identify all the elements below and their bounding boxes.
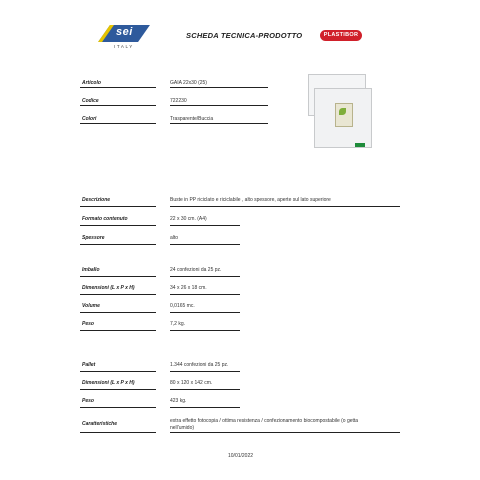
spec-row-codice bbox=[80, 98, 400, 110]
eco-tag bbox=[355, 143, 365, 147]
spec-label: Dimensioni (L x P x H) bbox=[82, 380, 135, 386]
sei-logo bbox=[102, 24, 152, 50]
row-underline-right bbox=[170, 206, 400, 207]
spec-value: 22 x 30 cm. (A4) bbox=[170, 216, 207, 222]
spec-value: Buste in PP riciclato e riciclabile , alto spessore, aperte sul lato superiore bbox=[170, 197, 331, 203]
spec-row-dimensioni-imballo bbox=[80, 285, 400, 297]
row-underline-left bbox=[80, 432, 156, 433]
row-underline-right bbox=[170, 123, 268, 124]
spec-label: Descrizione bbox=[82, 197, 111, 203]
spec-row-pallet bbox=[80, 362, 400, 374]
spec-row-peso-pallet bbox=[80, 398, 400, 410]
spec-row-peso-imballo bbox=[80, 321, 400, 333]
spec-value: 1.344 confezioni da 25 pz. bbox=[170, 362, 229, 368]
row-underline-left bbox=[80, 244, 156, 245]
page-title: SCHEDA TECNICA-PRODOTTO bbox=[186, 31, 303, 40]
row-underline-right bbox=[170, 294, 240, 295]
row-underline-left bbox=[80, 330, 156, 331]
spec-label: Colori bbox=[82, 116, 97, 122]
spec-value: 24 confezioni da 25 pz. bbox=[170, 267, 222, 273]
spec-label: Volume bbox=[82, 303, 100, 309]
spec-value: 722230 bbox=[170, 98, 187, 104]
spec-label: Codice bbox=[82, 98, 99, 104]
spec-value: 7,2 kg. bbox=[170, 321, 186, 327]
row-underline-left bbox=[80, 371, 156, 372]
row-underline-right bbox=[170, 244, 240, 245]
spec-row-dimensioni-pallet bbox=[80, 380, 400, 392]
spec-row-descrizione bbox=[80, 197, 400, 209]
row-underline-right bbox=[170, 105, 268, 106]
plastibor-logo: PLASTIBOR bbox=[320, 30, 362, 41]
row-underline-left bbox=[80, 87, 156, 88]
spec-value: 80 x 120 x 142 cm. bbox=[170, 380, 213, 386]
row-underline-left bbox=[80, 276, 156, 277]
row-underline-right bbox=[170, 312, 240, 313]
spec-row-caratteristiche bbox=[80, 418, 400, 436]
spec-label: Pallet bbox=[82, 362, 96, 368]
row-underline-right bbox=[170, 432, 400, 433]
row-underline-left bbox=[80, 294, 156, 295]
spec-label: Peso bbox=[82, 398, 94, 404]
spec-value: alto bbox=[170, 235, 179, 241]
spec-row-formato bbox=[80, 216, 400, 228]
spec-row-imballo bbox=[80, 267, 400, 279]
document-header bbox=[0, 0, 480, 60]
document-date: 10/01/2022 bbox=[228, 453, 254, 459]
spec-label: Caratteristiche bbox=[82, 421, 118, 427]
row-underline-right bbox=[170, 407, 240, 408]
spec-row-volume bbox=[80, 303, 400, 315]
row-underline-left bbox=[80, 123, 156, 124]
spec-value: 34 x 26 x 18 cm. bbox=[170, 285, 207, 291]
spec-value: GAIA 22x30 (25) bbox=[170, 80, 207, 86]
spec-label: Spessore bbox=[82, 235, 105, 241]
row-underline-right bbox=[170, 87, 268, 88]
spec-value: 423 kg. bbox=[170, 398, 187, 404]
spec-label: Dimensioni (L x P x H) bbox=[82, 285, 135, 291]
row-underline-left bbox=[80, 206, 156, 207]
row-underline-right bbox=[170, 225, 240, 226]
row-underline-left bbox=[80, 312, 156, 313]
spec-label: Formato contenuto bbox=[82, 216, 128, 222]
spec-label: Peso bbox=[82, 321, 94, 327]
row-underline-left bbox=[80, 407, 156, 408]
spec-row-spessore bbox=[80, 235, 400, 247]
row-underline-right bbox=[170, 389, 240, 390]
row-underline-right bbox=[170, 371, 240, 372]
row-underline-right bbox=[170, 330, 240, 331]
row-underline-left bbox=[80, 225, 156, 226]
row-underline-left bbox=[80, 105, 156, 106]
spec-value: extra effetto fotocopia / ottima resistenza / confezionamento biocompostabile (o getta nell'umido) bbox=[170, 418, 359, 431]
spec-label: Imballo bbox=[82, 267, 100, 273]
spec-row-articolo bbox=[80, 80, 400, 92]
sei-logo-subtitle: ITALY bbox=[114, 44, 134, 49]
spec-row-colori bbox=[80, 116, 400, 128]
row-underline-left bbox=[80, 389, 156, 390]
row-underline-right bbox=[170, 276, 240, 277]
spec-label: Articolo bbox=[82, 80, 101, 86]
spec-value: 0,0165 mc. bbox=[170, 303, 195, 309]
spec-value: Trasparente/Buccia bbox=[170, 116, 214, 122]
sei-logo-text: sei bbox=[116, 26, 133, 38]
